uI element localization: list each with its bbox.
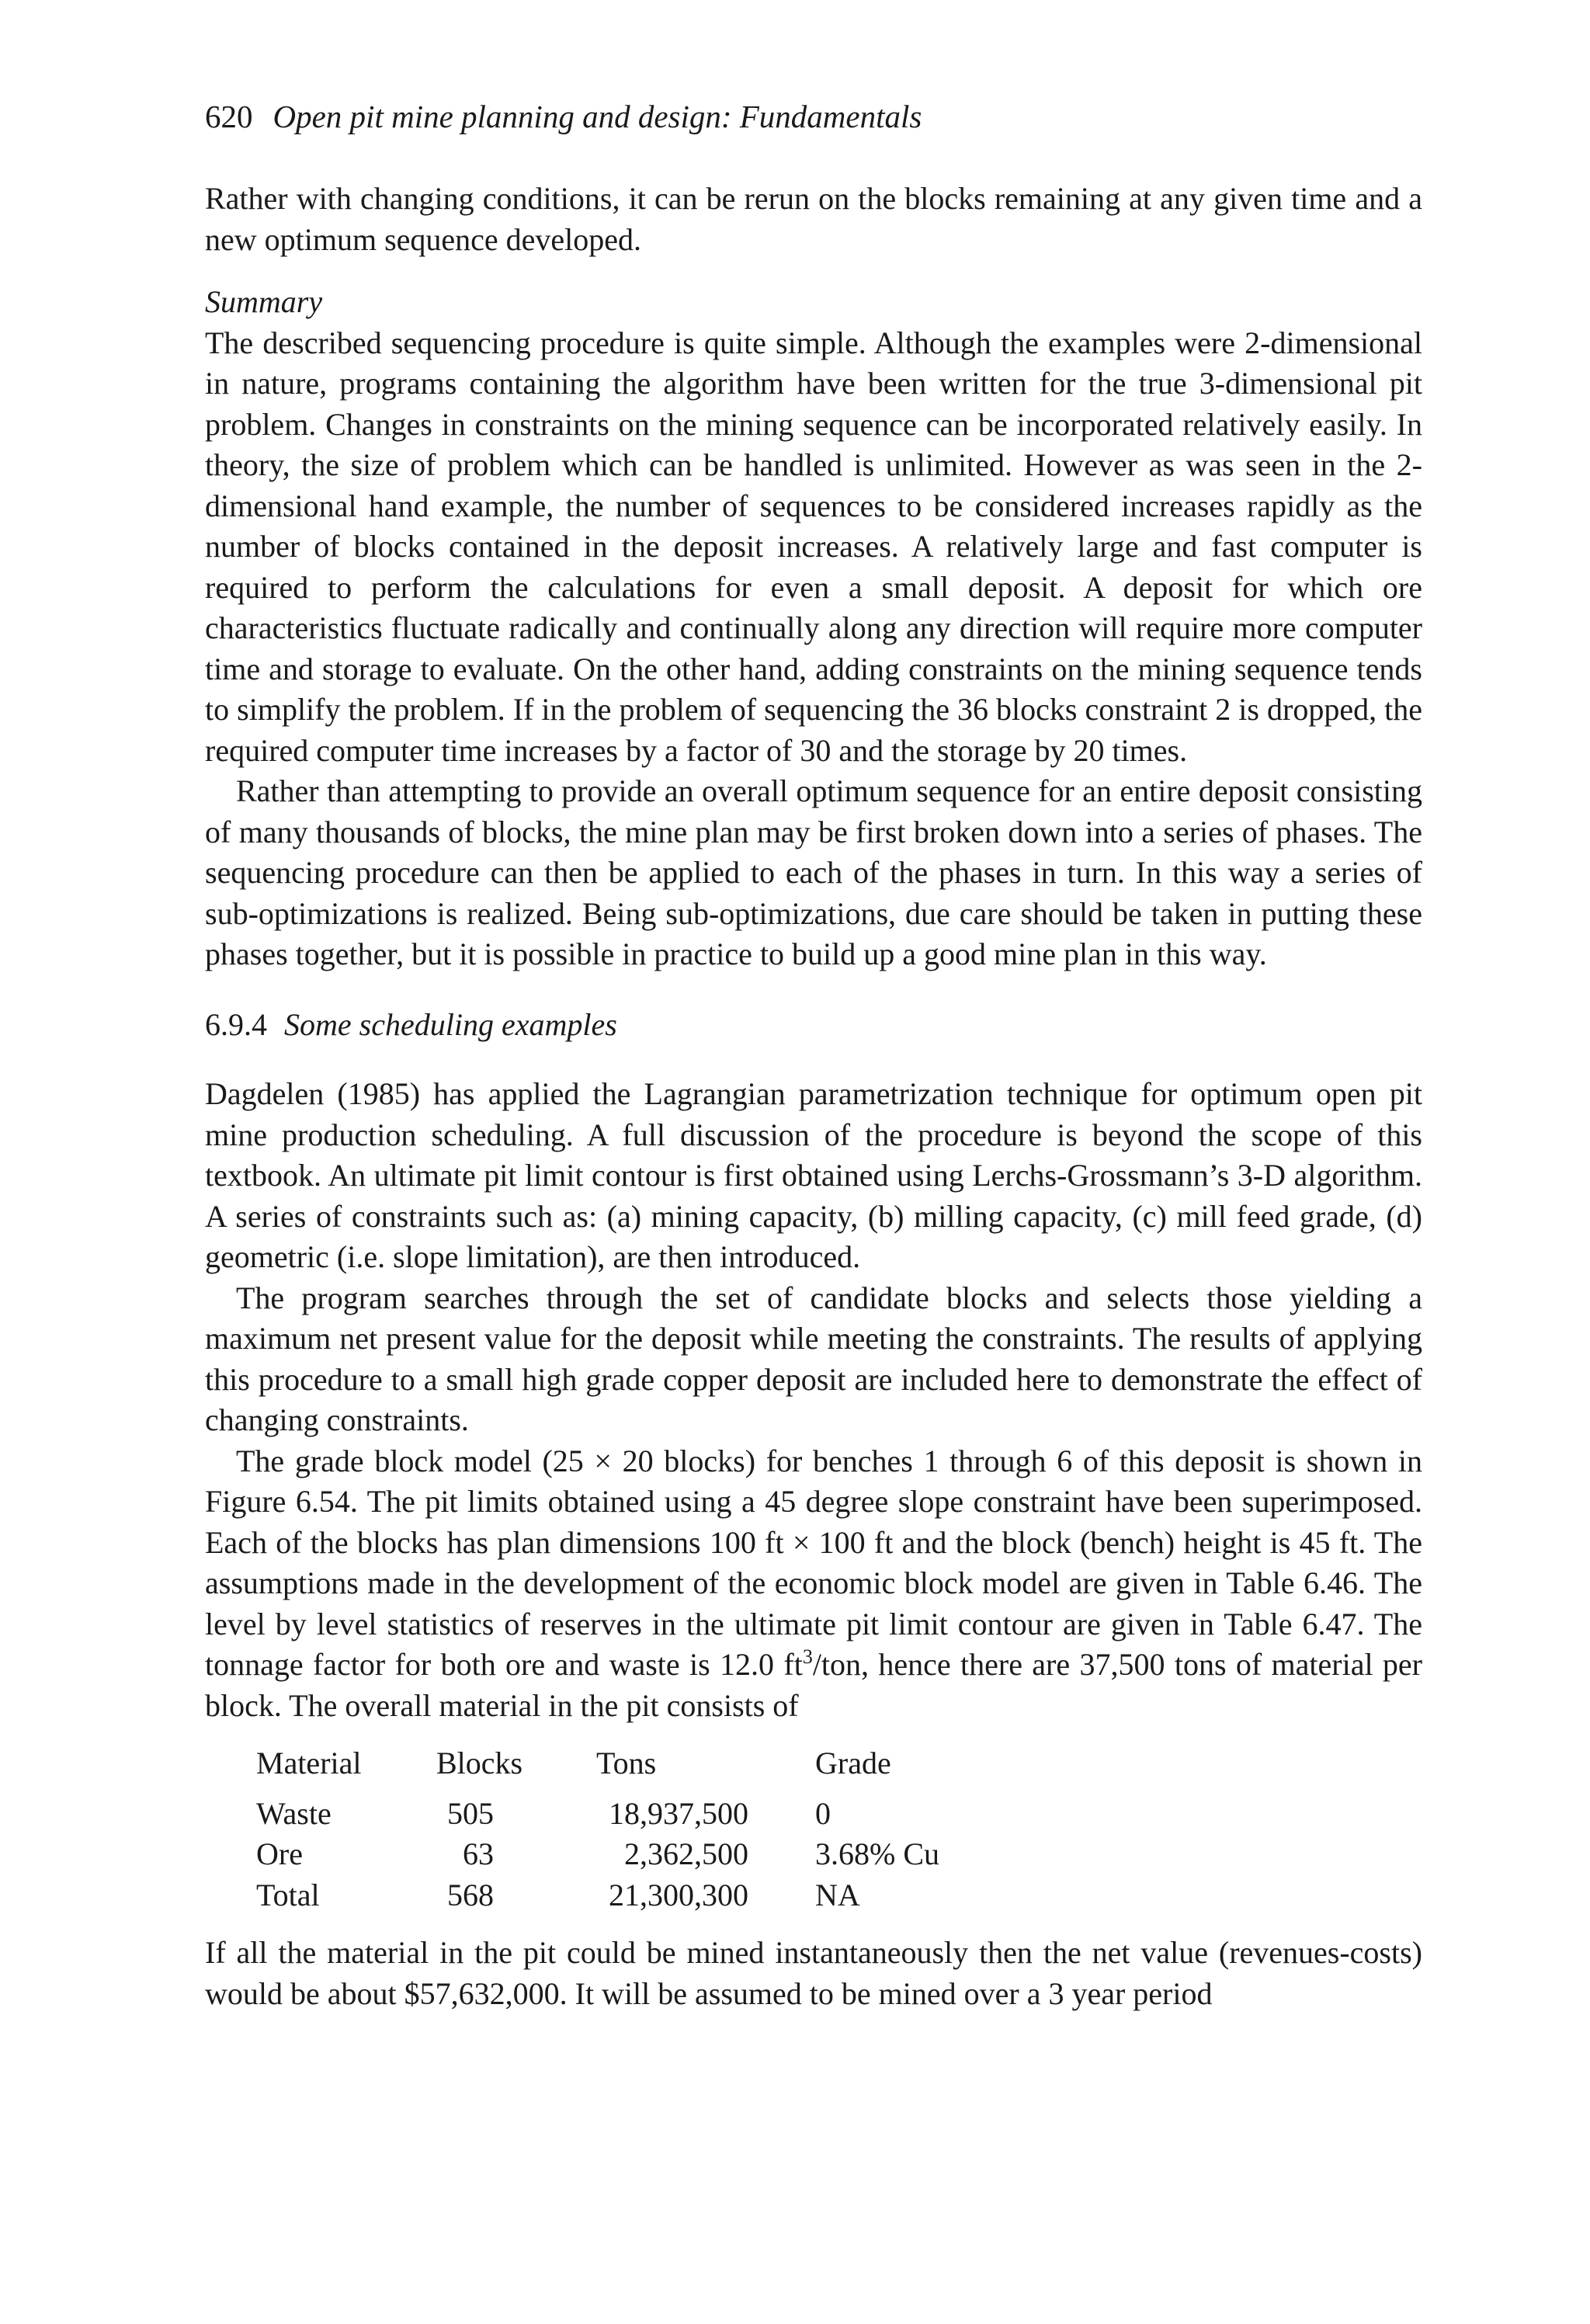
section-paragraph-4: If all the material in the pit could be mined instantaneously then the net value (revenues-costs) would be about $57,632,000. It will be assumed to be mined over a 3 year period	[205, 1935, 1422, 2011]
table-cell: 63	[463, 1836, 494, 1871]
column-header: Tons	[596, 1746, 657, 1780]
material-table	[256, 1743, 970, 1916]
book-title: Open pit mine planning and design: Fundamentals	[273, 99, 922, 134]
table-cell: 18,937,500	[609, 1795, 748, 1831]
table-row	[256, 1834, 970, 1875]
table-row	[256, 1794, 970, 1835]
table-cell: 2,362,500	[624, 1836, 748, 1871]
summary-paragraph-1: The described sequencing procedure is quite simple. Although the examples were 2-dimensional in nature, programs containing the algorithm have been written for the true 3-dimensional pit problem. Changes in constraints on the mining sequence can be incorporated relatively easily. In theory, the size of problem which can be handled is unlimited. However as was seen in the 2-dimensional hand example, the number of sequences to be considered increases rapidly as the number of blocks contained in the deposit increases. A relatively large and fast computer is required to perform the calculations for even a small deposit. A deposit for which ore characteristics fluctuate radically and continually along any direction will require more computer time and storage to evaluate. On the other hand, adding constraints on the mining sequence tends to simplify the problem. If in the problem of sequencing the 36 blocks constraint 2 is dropped, the required computer time increases by a factor of 30 and the storage by 20 times.	[205, 325, 1422, 768]
summary-paragraph-2: Rather than attempting to provide an overall optimum sequence for an entire deposit consisting of many thousands of blocks, the mine plan may be first broken down into a series of phases. The sequencing procedure can then be applied to each of the phases in turn. In this way a series of sub-optimizations is realized. Being sub-optimizations, due care should be taken in putting these phases together, but it is possible in practice to build up a good mine plan in this way.	[205, 773, 1422, 971]
table-cell: 568	[447, 1877, 494, 1912]
running-head	[205, 92, 1422, 141]
table-cell: NA	[815, 1877, 860, 1912]
section-title: Some scheduling examples	[284, 1006, 617, 1042]
table-cell: 21,300,300	[609, 1877, 748, 1912]
table-row	[256, 1875, 970, 1916]
section-heading	[205, 1005, 1422, 1046]
section-paragraph-2: The program searches through the set of candidate blocks and selects those yielding a maximum net present value for the deposit while meeting the constraints. The results of applying this procedure to a small high grade copper deposit are included here to demonstrate the effect of changing constraints.	[205, 1280, 1422, 1437]
table-cell: Ore	[256, 1836, 303, 1871]
summary-heading: Summary	[205, 284, 323, 319]
table-cell: 0	[815, 1795, 831, 1831]
section-number: 6.9.4	[205, 1006, 267, 1042]
page	[205, 92, 1422, 2014]
paragraph-3-text-b: /ton, hence there are 37,500 tons of material per block. The overall material in the pit consists of	[205, 1647, 1422, 1723]
table-cell: Total	[256, 1877, 320, 1912]
paragraph-3-text-a: The grade block model (25 × 20 blocks) for benches 1 through 6 of this deposit is shown in Figure 6.54. The pit limits obtained using a 45 degree slope constraint have been superimposed. Each of the blocks has plan dimensions 100 ft × 100 ft and the block (bench) height is 45 ft. The assumptions made in the development of the economic block model are given in Table 6.46. The level by level statistics of reserves in the ultimate pit limit contour are given in Table 6.47. The tonnage factor for both ore and waste is 12.0 ft	[205, 1443, 1422, 1682]
table-cell: 3.68% Cu	[815, 1836, 939, 1871]
column-header: Grade	[815, 1746, 891, 1780]
section-paragraph-1: Dagdelen (1985) has applied the Lagrangian parametrization technique for optimum open pit mine production scheduling. A full discussion of the procedure is beyond the scope of this textbook. An ultimate pit limit contour is first obtained using Lerchs-Grossmann’s 3-D algorithm. A series of constraints such as: (a) mining capacity, (b) milling capacity, (c) mill feed grade, (d) geometric (i.e. slope limitation), are then introduced.	[205, 1076, 1422, 1274]
intro-paragraph: Rather with changing conditions, it can be rerun on the blocks remaining at any given time and a new optimum sequence developed.	[205, 181, 1422, 257]
table-cell: Waste	[256, 1795, 332, 1831]
page-number: 620	[205, 99, 253, 134]
column-header: Material	[256, 1746, 362, 1780]
material-table-header	[256, 1743, 970, 1794]
column-header: Blocks	[436, 1746, 523, 1780]
table-cell: 505	[447, 1795, 494, 1831]
superscript-exponent: 3	[802, 1645, 813, 1668]
section-paragraph-3	[205, 1441, 1422, 1727]
